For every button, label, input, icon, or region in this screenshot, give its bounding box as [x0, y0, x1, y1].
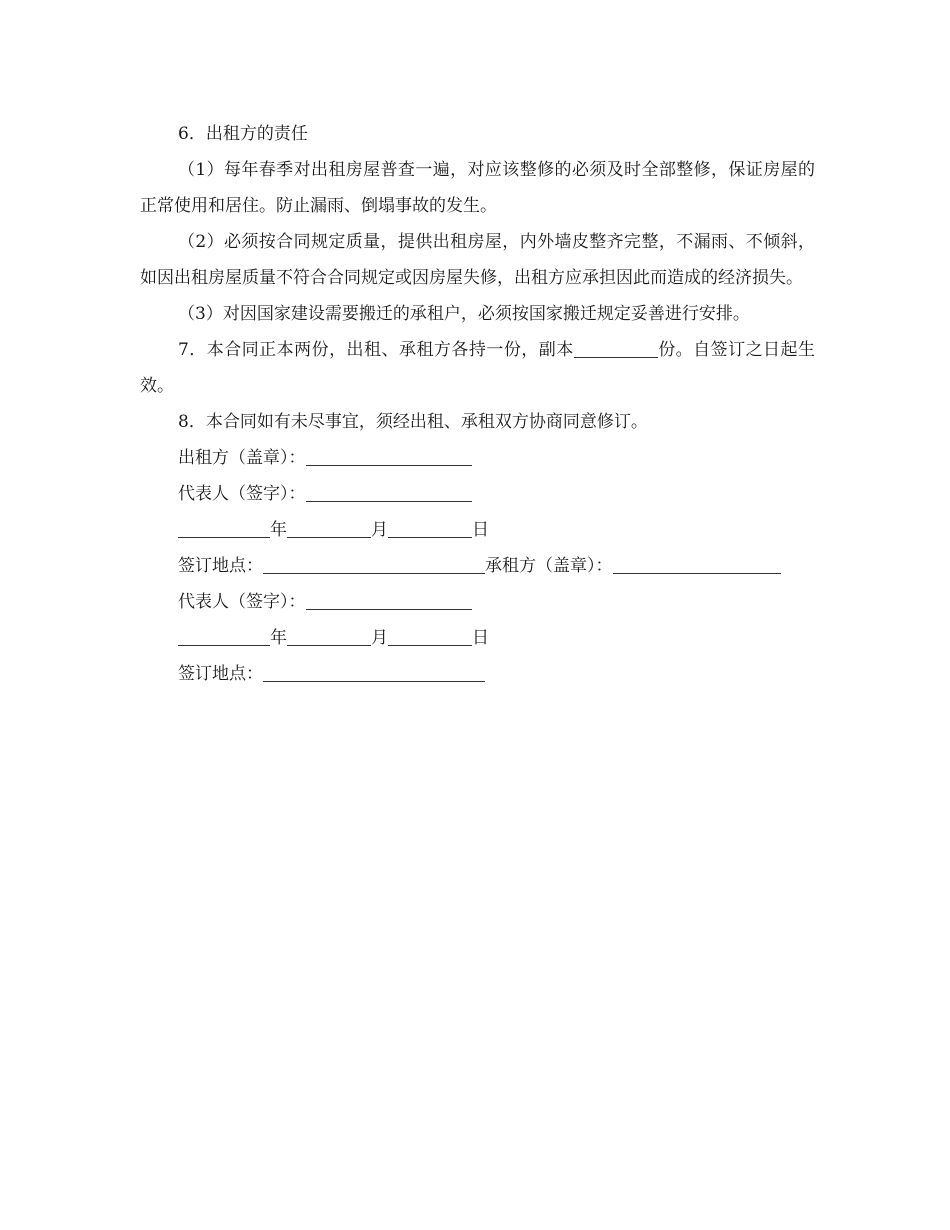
lessor-rep-row [140, 476, 815, 512]
lessee-rep-blank [306, 591, 472, 610]
lessee-place-row [140, 656, 815, 692]
lessor-month-blank [287, 519, 371, 538]
section-7-text-before: 7．本合同正本两份，出租、承租方各持一份，副本 [178, 340, 574, 360]
lessee-month-label: 月 [371, 628, 388, 648]
lessor-month-label: 月 [371, 520, 388, 540]
lessee-year-label: 年 [270, 628, 287, 648]
section-7-paragraph [140, 332, 815, 404]
section-7-text-after: 份。自签订之日起生效。 [140, 340, 816, 396]
lessee-place-blank [263, 663, 485, 682]
lessee-date-row [140, 620, 815, 656]
section-6-item-3: （3）对因国家建设需要搬迁的承租户，必须按国家搬迁规定妥善进行安排。 [178, 304, 750, 324]
lessee-rep-row [140, 584, 815, 620]
lessor-rep-label: 代表人（签字）： [178, 484, 306, 504]
lessee-seal-label: 承租方（盖章）： [485, 556, 613, 576]
lessee-month-blank [287, 627, 371, 646]
lessor-day-blank [388, 519, 472, 538]
lessor-seal-blank [306, 447, 472, 466]
section-6-item-1: （1）每年春季对出租房屋普查一遍，对应该整修的必须及时全部整修，保证房屋的正常使用和居住。防止漏雨、倒塌事故的发生。 [140, 160, 815, 216]
lessee-place-label: 签订地点： [178, 664, 263, 684]
section-8-paragraph: 8．本合同如有未尽事宜，须经出租、承租双方协商同意修订。 [178, 412, 648, 432]
lessee-rep-label: 代表人（签字）： [178, 592, 306, 612]
lessor-day-label: 日 [472, 520, 489, 540]
section-6-item-2: （2）必须按合同规定质量，提供出租房屋，内外墙皮整齐完整，不漏雨、不倾斜，如因出租房屋质量不符合合同规定或因房屋失修，出租方应承担因此而造成的经济损失。 [140, 232, 815, 288]
lessee-seal-blank [613, 555, 781, 574]
lessor-seal-label: 出租方（盖章）： [178, 448, 306, 468]
lessor-rep-blank [306, 483, 472, 502]
section-6-heading: 6．出租方的责任 [178, 124, 308, 144]
document-body [140, 116, 815, 692]
place-and-lessee-row [140, 548, 815, 584]
lessor-year-label: 年 [270, 520, 287, 540]
lessee-day-label: 日 [472, 628, 489, 648]
signing-place-label: 签订地点： [178, 556, 263, 576]
signing-place-blank [263, 555, 485, 574]
lessee-year-blank [178, 627, 270, 646]
lessor-date-row [140, 512, 815, 548]
lessee-day-blank [388, 627, 472, 646]
lessor-seal-row [140, 440, 815, 476]
lessor-year-blank [178, 519, 270, 538]
copies-blank [574, 339, 658, 358]
